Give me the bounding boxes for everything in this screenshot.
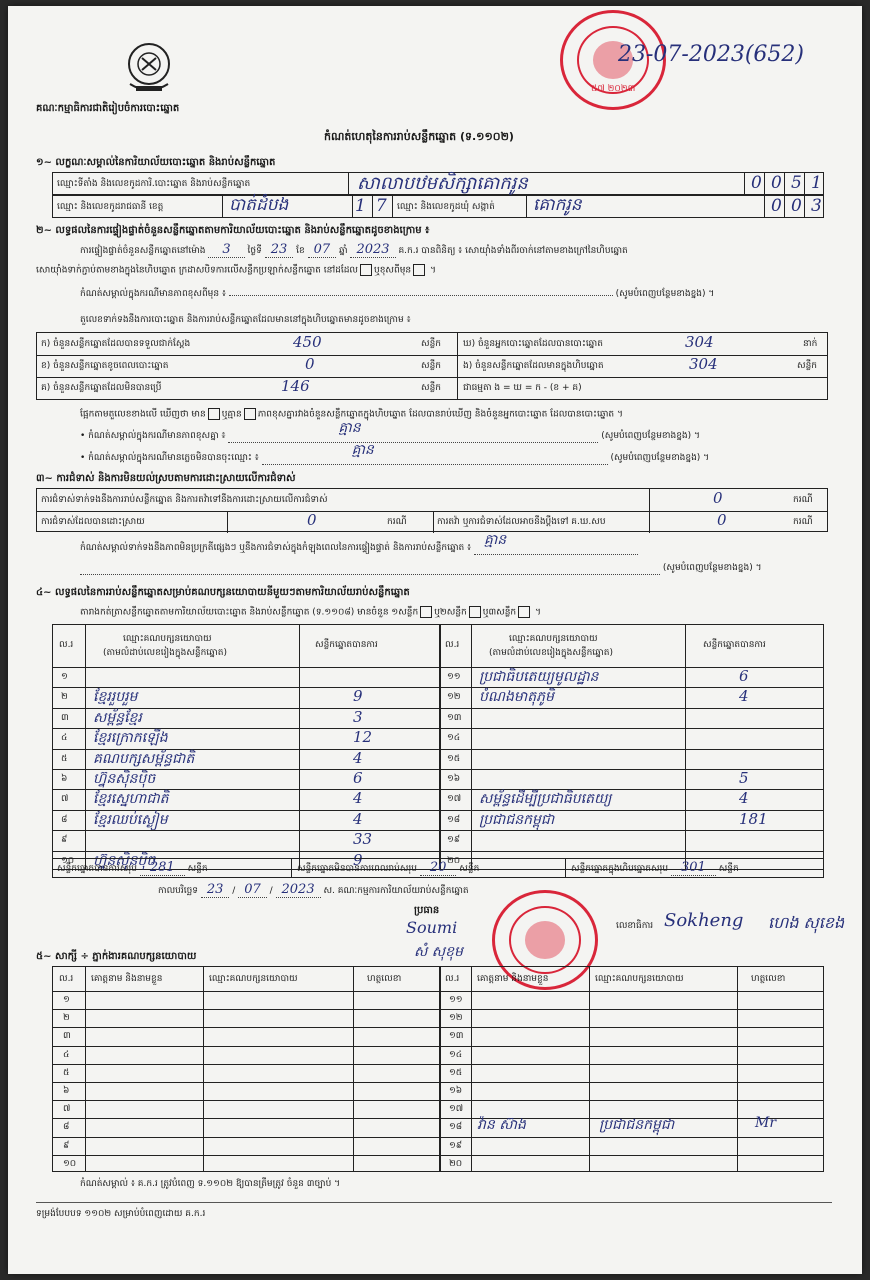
row-number: ១៧ xyxy=(447,794,462,805)
commune-value: គោករូន xyxy=(533,195,582,215)
row-number: ៨ xyxy=(61,814,68,825)
col-header-votes: សន្លឹកឆ្នោតបានការ xyxy=(703,640,766,650)
row-number: ៩ xyxy=(61,835,68,846)
in-box-label: ង) ចំនួនសន្លឹកឆ្នោតដែលមានក្នុងហិបឆ្នោត xyxy=(463,361,604,371)
resolved-value: 0 xyxy=(307,511,317,529)
unit-label: សន្លឹក xyxy=(421,361,441,371)
appeal-label: ការតវ៉ា ឬការជំទាស់ដែលអាចនឹងប្តឹងទៅ គ.ឃ.សប xyxy=(437,517,606,527)
party-votes: 4 xyxy=(739,687,749,706)
spoiled-value: 0 xyxy=(305,355,315,373)
row-number: ១១ xyxy=(447,672,461,682)
section1-row1 xyxy=(52,172,824,195)
party-votes: 12 xyxy=(353,728,373,747)
total-invalid: សន្លឹកឆ្នោតមិនបានការពេលរាប់សរុប 20 សន្លឹក xyxy=(297,860,480,875)
table-row xyxy=(439,708,825,728)
row-number: ១៥ xyxy=(447,753,461,764)
commune-code-digit: 0 xyxy=(791,196,802,216)
location-value: សាលាបឋមសិក្សាគោករូន xyxy=(357,173,528,194)
unit-label: ករណី xyxy=(793,517,813,527)
row-number: ១០ xyxy=(63,1158,77,1169)
party-votes: 4 xyxy=(353,809,363,828)
received-value: 450 xyxy=(293,333,322,351)
row-number: ១៩ xyxy=(447,835,461,846)
col-header-no: ល.រ xyxy=(59,974,74,984)
row-number: ១៦ xyxy=(449,1086,463,1096)
signing-date: កាលបរិច្ឆេទ 23 / 07 / 2023 ស. គណៈកម្មការការិយាល័យរាប់សន្លឹកឆ្នោត xyxy=(158,882,469,897)
section5-note: កំណត់សម្គាល់ ៖ គ.ក.រ ត្រូវបំពេញ ទ.១១០២ ឱ្យបានត្រឹមត្រូវ ចំនួន ៣ច្បាប់ ។ xyxy=(80,1179,341,1189)
party-name: សម្ព័ន្ធដើម្បីប្រជាធិបតេយ្យ xyxy=(479,791,612,808)
received-label: ក) ចំនួនសន្លឹកឆ្នោតដែលបានទទួលជាក់ស្តែង xyxy=(41,339,191,349)
row-number: ១១ xyxy=(449,995,463,1005)
table-row xyxy=(53,687,439,707)
table-row xyxy=(439,687,825,707)
row-number: ២០ xyxy=(447,855,461,866)
party-results-table xyxy=(52,624,824,870)
table-row xyxy=(439,667,825,687)
section5-heading: ៥~ សាក្សី ÷ ភ្នាក់ងារគណបក្សនយោបាយ xyxy=(36,951,197,962)
party-name: ប្រជាជនកម្ពុជា xyxy=(479,811,555,828)
secretary-label: លេខាធិការ xyxy=(616,921,654,931)
verify-line2: សោយ៉ាំងទាក់ភ្ជាប់តាមខាងក្នុងនៃហិបឆ្នោត ក្រដាសបិទការលើសន្លឹកប្រឡាក់សន្លឹកឆ្នោត នៅដដែល ឬខុសពីមុន ។ xyxy=(36,265,436,276)
province-label: ឈ្មោះ និងលេខកូដរាជធានី ខេត្ត xyxy=(57,202,164,212)
table-row xyxy=(439,830,825,850)
row-number: ១៧ xyxy=(449,1104,464,1115)
table-row xyxy=(53,749,439,769)
party-votes: 3 xyxy=(353,707,363,726)
consistency-line: ផ្អែកតាមតួលេខខាងលើ ឃើញថា មាន ឬគ្មាន ភាពខុសគ្នារវាងចំនួនសន្លឹកឆ្នោតក្នុងហិបឆ្នោត ដែលបានរាប់ឃើញ និងចំនួនអ្នកបោះឆ្នោត ដែលបានបោះឆ្នោត ។ xyxy=(80,409,623,420)
party-votes: 4 xyxy=(353,789,363,808)
row-divider xyxy=(53,1064,823,1065)
row-divider xyxy=(53,1046,823,1047)
party-name: ខ្មែរក្រោកឡើង xyxy=(93,730,168,747)
row-divider xyxy=(53,1137,823,1138)
chair-name: សំ សុខុម xyxy=(414,944,463,960)
location-code-digit: 1 xyxy=(811,173,822,193)
row-number: ១៨ xyxy=(447,814,461,825)
row-number: ១០ xyxy=(61,855,75,866)
party-name: ហ្វ៊ុនស៊ិនប៉ិច xyxy=(93,771,156,787)
row-divider xyxy=(53,1082,823,1083)
section4-heading: ៤~ លទ្ធផលនៃការរាប់សន្លឹកឆ្នោតសម្រាប់គណបក្សនយោបាយនីមួយៗតាមការិយាល័យរាប់សន្លឹកឆ្នោត xyxy=(36,587,410,598)
province-code: 17 xyxy=(355,196,397,216)
unit-label: សន្លឹក xyxy=(421,339,441,349)
row-divider xyxy=(53,1155,823,1156)
table-row xyxy=(53,789,439,809)
row-divider xyxy=(53,1100,823,1101)
party-name: ហ្វ៊ុនស៊ិនប៉ិច xyxy=(93,852,156,869)
party-votes: 4 xyxy=(353,748,363,767)
resolved-label: ការជំទាស់ដែលបានដោះស្រាយ xyxy=(41,517,145,527)
col-header-party-sub: (តាមលំដាប់លេខរៀងក្នុងសន្លឹកឆ្នោត) xyxy=(489,648,613,658)
row-number: ៦ xyxy=(63,1086,70,1096)
party-votes: 9 xyxy=(353,850,363,869)
totals-row xyxy=(52,858,824,878)
party-votes: 5 xyxy=(739,769,749,787)
col-header-no: ល.រ xyxy=(445,640,460,650)
section2-heading: ២~ លទ្ធផលនៃការផ្ទៀងផ្ទាត់ចំនួនសន្លឹកឆ្នោតតាមការិយាល័យបោះឆ្នោត និងរាប់សន្លឹកឆ្នោតដូចខាងក្រោម ៖ xyxy=(36,225,430,236)
row-number: ២ xyxy=(63,1013,70,1024)
table-row xyxy=(439,789,825,809)
party-name: ប្រជាធិបតេយ្យមូលដ្ឋាន xyxy=(479,669,599,685)
irregularity-note: កំណត់សម្គាល់ទាក់ទងនឹងភាពមិនប្រក្រតីផ្សេងៗ ឬនឹងការជំទាស់ក្នុងកំឡុងពេលនៃការផ្ទៀងផ្ទាត់ និងការរាប់សន្លឹកឆ្នោត ៖ គ្មាន xyxy=(80,542,638,555)
row-number: ១៥ xyxy=(449,1067,463,1078)
location-label: ឈ្មោះទីតាំង និងលេខកូដការិ.បោះឆ្នោត និងរាប់សន្លឹកឆ្នោត xyxy=(57,179,251,189)
party-name: គណបក្សសម្ព័ន្ធជាតិ xyxy=(93,750,195,767)
document-title: កំណត់ហេតុនៃការរាប់សន្លឹកឆ្នោត (ទ.១១០២) xyxy=(324,130,514,143)
row-divider xyxy=(53,1118,823,1119)
col-header-sign: ហត្ថលេខា xyxy=(367,974,402,984)
chair-signature: Soumi xyxy=(406,918,458,937)
section4-intro: តារាងកត់ត្រាសន្លឹកឆ្នោតតាមការិយាល័យបោះឆ្នោត និងរាប់សន្លឹកឆ្នោត (ទ.១១០៨) មានចំនួន ១សន្លឹក ឬ២សន្លឹក ឬ៣សន្លឹក ។ xyxy=(80,607,541,618)
appeal-value: 0 xyxy=(717,511,727,529)
party-name: បំណងមាតុភូមិ xyxy=(479,689,554,706)
col-header-party: ឈ្មោះគណបក្សនយោបាយ xyxy=(509,634,598,644)
row-number: ១៦ xyxy=(447,774,461,784)
location-code-digit: 0 xyxy=(771,173,782,193)
objection-count-value: 0 xyxy=(713,489,723,507)
party-votes: 9 xyxy=(353,687,363,706)
row-number: ៨ xyxy=(63,1122,70,1133)
table-row xyxy=(439,810,825,830)
col-header-party: ឈ្មោះគណបក្សនយោបាយ xyxy=(209,974,298,984)
row-number: ៤ xyxy=(63,1049,70,1060)
unused-label: គ) ចំនួនសន្លឹកឆ្នោតដែលមិនបានប្រើ xyxy=(41,383,162,393)
objection-count-label: ការជំទាស់ទាក់ទងនឹងការរាប់សន្លឹកឆ្នោត និងការតវ៉ាទៅនឹងការដោះស្រាយលើការជំទាស់ xyxy=(41,495,328,505)
table-row xyxy=(439,769,825,789)
formula: ជាធម្មតា ង = ឃ = ក - (ខ + គ) xyxy=(463,383,582,393)
row-number: ១ xyxy=(61,672,68,682)
unit-label: នាក់ xyxy=(803,339,818,349)
row-divider xyxy=(53,1027,823,1028)
party-name: សម្ព័ន្ធខ្មែរ xyxy=(93,709,142,726)
commune-label: ឈ្មោះ និងលេខកូដឃុំ សង្កាត់ xyxy=(397,202,495,212)
col-header-party-sub: (តាមលំដាប់លេខរៀងក្នុងសន្លឹកឆ្នោត) xyxy=(103,648,227,658)
voters-label: ឃ) ចំនួនអ្នកបោះឆ្នោតដែលបានបោះឆ្នោត xyxy=(463,339,603,349)
party-votes: 33 xyxy=(353,830,373,849)
location-code-digit: 0 xyxy=(751,173,762,193)
row-number: ១៤ xyxy=(447,733,461,744)
difference-note: កំណត់សម្គាល់ក្នុងករណីមានភាពខុសពីមុន ៖ (សូមបំពេញបន្ថែមខាងខ្នង) ។ xyxy=(80,289,715,299)
table-row xyxy=(439,728,825,748)
col-header-name: គោត្តនាម និងនាមខ្លួន xyxy=(477,974,549,984)
location-code-digit: 5 xyxy=(791,173,802,193)
footer-divider xyxy=(36,1202,832,1203)
objection-table xyxy=(36,488,828,532)
row-divider xyxy=(53,1009,823,1010)
table-row xyxy=(53,769,439,789)
row-number: ៣ xyxy=(61,712,69,723)
row-number: ១៤ xyxy=(449,1049,463,1060)
section3-heading: ៣~ ការជំទាស់ និងការមិនយល់ស្របតាមការដោះស្រាយលើការជំទាស់ xyxy=(36,473,296,484)
row-number: ៦ xyxy=(61,774,68,784)
bullet-note-2: • កំណត់សម្គាល់ក្នុងករណីមានភ្លេចមិនបានចុះឈ្មោះ ៖ គ្មាន (សូមបំពេញបន្ថែមខាងខ្នង) ។ xyxy=(80,442,710,463)
in-box-value: 304 xyxy=(689,355,718,373)
col-header-votes: សន្លឹកឆ្នោតបានការ xyxy=(315,640,378,650)
row-number: ២០ xyxy=(449,1158,463,1169)
row-number: ៩ xyxy=(63,1140,70,1151)
row-number: ៧ xyxy=(63,1104,71,1115)
total-in-box: សន្លឹកឆ្នោតក្នុងហិបឆ្នោតសរុប 301 សន្លឹក xyxy=(571,860,739,875)
row-number: ១៩ xyxy=(449,1140,463,1151)
row-number: ៥ xyxy=(61,753,68,764)
unit-label: ករណី xyxy=(387,517,407,527)
committee-name: គណៈកម្មាធិការជាតិរៀបចំការបោះឆ្នោត xyxy=(36,103,180,114)
witness-name: វ៉ាន ស៊ាង xyxy=(477,1117,526,1133)
row-number: ១២ xyxy=(447,692,461,703)
row-number: ១២ xyxy=(449,1013,463,1024)
unit-label: សន្លឹក xyxy=(797,361,817,371)
row-number: ៥ xyxy=(63,1067,70,1078)
col-header-no: ល.រ xyxy=(59,640,74,650)
commune-code-digit: 3 xyxy=(811,196,822,216)
bullet-note-1: • កំណត់សម្គាល់ក្នុងករណីមានភាពខុសគ្នា ៖ គ្មាន (សូមបំពេញបន្ថែមខាងខ្នង) ។ xyxy=(80,420,700,441)
unused-value: 146 xyxy=(281,377,310,395)
party-votes: 6 xyxy=(739,667,749,685)
table-row xyxy=(53,810,439,830)
party-votes: 4 xyxy=(739,789,749,808)
row-number: ២ xyxy=(61,692,68,703)
col-header-party: ឈ្មោះគណបក្សនយោបាយ xyxy=(595,974,684,984)
col-header-sign: ហត្ថលេខា xyxy=(751,974,786,984)
row-number: ១៣ xyxy=(447,712,462,723)
verify-line1: ការផ្ទៀងផ្ទាត់ចំនួនសន្លឹកឆ្នោតនៅម៉ោង 3 ថ្ងៃទី 23 ខែ 07 ឆ្នាំ 2023 គ.ក.រ បានពិនិត្យ ៖ សោយ៉ាំងទាំងពីរចាក់នៅតាមខាងក្រៅនៃហិបឆ្នោត xyxy=(80,242,628,257)
form-paper xyxy=(8,6,862,1274)
col-header-name: គោត្តនាម និងនាមខ្លួន xyxy=(91,974,163,984)
table-row xyxy=(439,749,825,769)
province-value: បាត់ដំបង xyxy=(229,195,289,215)
total-valid: សន្លឹកឆ្នោតបានការសរុប 281 សន្លឹក xyxy=(57,860,208,875)
voters-value: 304 xyxy=(685,333,714,351)
party-votes: 6 xyxy=(353,769,363,787)
chair-label: ប្រធាន xyxy=(414,905,440,916)
stamp-handwritten-date: 23-07-2023(652) xyxy=(618,42,805,67)
witness-table xyxy=(52,966,824,1172)
party-name: ខ្មែរឈប់ស្ងៀម xyxy=(93,811,168,828)
footer-text: ទម្រង់បែបបទ ១១០២ សម្រាប់បំពេញដោយ គ.ក.រ xyxy=(36,1209,206,1219)
row-number: ៧ xyxy=(61,794,69,805)
commune-code-digit: 0 xyxy=(771,196,782,216)
section1-row2 xyxy=(52,195,824,218)
unit-label: សន្លឹក xyxy=(421,383,441,393)
witness-signature: Mr xyxy=(755,1115,777,1131)
row-number: ១ xyxy=(63,995,70,1005)
table-row xyxy=(53,708,439,728)
party-name: ខ្មែររួបរួម xyxy=(93,689,138,706)
committee-emblem-icon xyxy=(120,40,178,96)
table-row xyxy=(53,830,439,850)
row-number: ១៣ xyxy=(449,1031,464,1042)
spoiled-label: ខ) ចំនួនសន្លឹកឆ្នោតខូចពេលបោះឆ្នោត xyxy=(41,361,169,371)
table-row xyxy=(53,667,439,687)
row-number: ៣ xyxy=(63,1031,71,1042)
secretary-signature: Sokheng xyxy=(664,910,744,931)
results-intro: តួលេខទាក់ទងនឹងការបោះឆ្នោត និងការរាប់សន្លឹកឆ្នោតដែលមាននៅក្នុងហិបឆ្នោតមានដូចខាងក្រោម ៖ xyxy=(80,315,411,325)
row-number: ១៨ xyxy=(449,1122,463,1133)
section1-heading: ១~ លក្ខណៈសម្គាល់នៃការិយាល័យបោះឆ្នោត និងរាប់សន្លឹកឆ្នោត xyxy=(36,157,276,168)
stamp-number: ៥៧ ២០២៣ xyxy=(591,84,636,94)
col-header-party: ឈ្មោះគណបក្សនយោបាយ xyxy=(123,634,212,644)
table-row xyxy=(53,728,439,748)
unit-label: ករណី xyxy=(793,495,813,505)
party-name: ខ្មែរស្នេហាជាតិ xyxy=(93,791,169,808)
witness-party: ប្រជាជនកម្ពុជា xyxy=(599,1117,675,1133)
row-number: ៤ xyxy=(61,733,68,744)
ballot-count-table xyxy=(36,332,828,400)
party-votes: 181 xyxy=(739,809,768,828)
secretary-name: ហេង សុខេង xyxy=(768,913,845,932)
irregularity-note-line2: (សូមបំពេញបន្ថែមខាងខ្នង) ។ xyxy=(80,562,762,575)
col-header-no: ល.រ xyxy=(445,974,460,984)
